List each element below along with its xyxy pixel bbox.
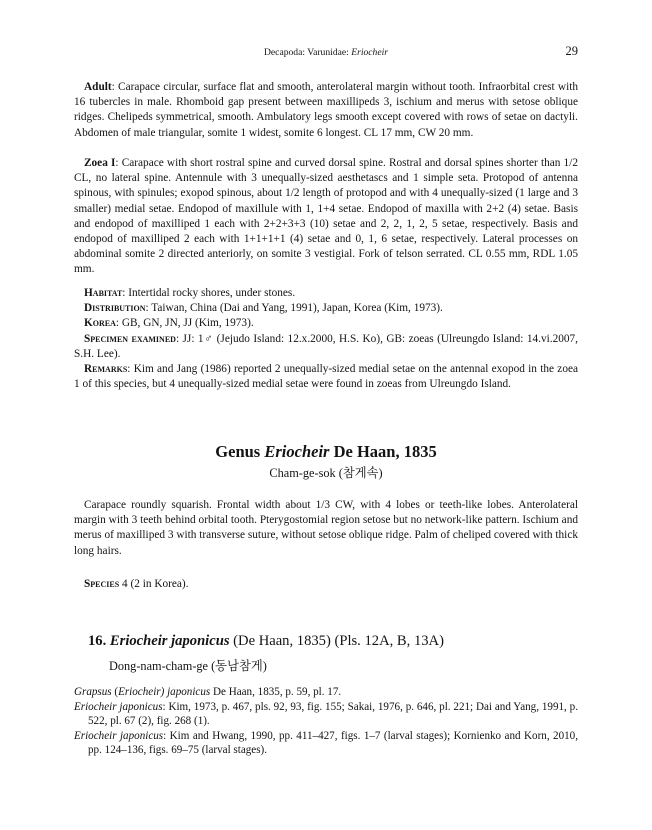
adult-description [74, 80, 578, 141]
species-notes [74, 286, 578, 392]
running-head-genus: Eriocheir [351, 47, 388, 58]
species-name: Eriocheir japonicus [109, 633, 230, 649]
species-number: 16. [88, 633, 107, 649]
synonym-paren: ( [111, 686, 119, 698]
species-count-label: Species [84, 578, 120, 590]
specimen-text: : JJ: 1♂ (Jejudo Island: 12.x.2000, H.S. Ko), GB: zoeas (Ulreungdo Island: 14.vi.2007, S.H. Lee). [74, 332, 578, 360]
page-number: 29 [565, 44, 578, 58]
korea-text: : GB, GN, JN, JJ (Kim, 1973). [115, 317, 254, 330]
synonym-citation: : Kim, 1973, p. 467, pls. 92, 93, fig. 155; Sakai, 1976, p. 646, pl. 221; Dai and Yang, 1991, p. 522, pl. 67 (2), fig. 268 (1). [88, 700, 578, 728]
habitat-text: : Intertidal rocky shores, under stones. [122, 287, 296, 299]
adult-label: Adult [84, 81, 112, 93]
species-korean-name: Dong-nam-cham-ge (동남참게) [109, 659, 267, 673]
zoea-label: Zoea I [84, 157, 116, 169]
genus-prefix: Genus [215, 442, 265, 461]
distribution-label: Distribution [84, 302, 146, 315]
synonym-epithet: ) japonicus [160, 686, 211, 698]
adult-text: : Carapace circular, surface flat and smooth, anterolateral margin without tooth. Infraorbital crest with 16 tubercles in male. Rhomboid gap present between maxillipeds 3, ischium and merus with setose oblique ridges. Chelipeds symmetrical, smooth. Ambulatory legs smooth except covered with rows of setae on dactyli. Abdomen of male triangular, somite 1 widest, somite 6 longest. CL 17 mm, CW 20 mm. [74, 81, 578, 139]
synonymy-entry [74, 729, 578, 758]
remarks-label: Remarks [84, 363, 128, 376]
running-head [74, 47, 578, 58]
zoea-description [74, 156, 578, 278]
specimen-label: Specimen examined [84, 332, 176, 345]
running-head-text: Decapoda: Varunidae: [264, 47, 349, 58]
synonym-citation: De Haan, 1835, p. 59, pl. 17. [210, 686, 342, 698]
synonym-name: Eriocheir japonicus [74, 700, 163, 713]
distribution-text: : Taiwan, China (Dai and Yang, 1991), Japan, Korea (Kim, 1973). [145, 302, 443, 315]
habitat-label: Habitat [84, 287, 123, 299]
genus-description [74, 498, 578, 559]
genus-name: Eriocheir [264, 442, 330, 461]
species-author: (De Haan, 1835) (Pls. 12A, B, 13A) [229, 633, 444, 649]
zoea-text: : Carapace with short rostral spine and curved dorsal spine. Rostral and dorsal spines shorter than 1/2 CL, no lateral spine. Antennule with 3 unequally-sized aesthetascs and 1 simple seta. Protopod of antenna spinous, with spinules; exopod spinous, about 1/2 length of protopod and with 4 unequally-sized (1 large and 3 smaller) medial setae. Endopod of maxillule with 1, 1+4 setae. Endopod of maxilla with 2+2 (4) setae. Basis and endopod of maxilliped 1 each with 2+2+3+3 (10) setae and 2, 2, 1, 2, 5 setae, respectively. Basis and endopod of maxilliped 2 each with 1+1+1+1 (4) setae and 0, 1, 6 setae, respectively. Lateral processes on abdominal somite 2 directed anteriorly, on somite 3 vestigial. Fork of telson serrated. CL 0.55 mm, RDL 1.05 mm. [74, 157, 578, 276]
synonymy-entry [74, 700, 578, 729]
genus-heading [74, 442, 578, 462]
korea-label: Korea [84, 317, 116, 330]
species-heading [88, 633, 578, 650]
genus-author: De Haan, 1835 [329, 442, 437, 461]
synonym-citation: : Kim and Hwang, 1990, pp. 411–427, figs. 1–7 (larval stages); Kornienko and Korn, 2010, pp. 124–136, figs. 69–75 (larval stages). [88, 729, 579, 757]
genus-species-count [74, 577, 578, 592]
synonymy-list [74, 685, 578, 758]
synonym-name: Eriocheir japonicus [74, 729, 164, 742]
remarks-text: : Kim and Jang (1986) reported 2 unequally-sized medial setae on the antennal exopod in the zoea 1 of this species, but 4 unequally-sized medial setae were found in zoeas from Ulreungdo Island. [74, 363, 578, 391]
synonymy-entry [74, 685, 578, 700]
species-count-text: 4 (2 in Korea). [119, 578, 189, 590]
page-header [74, 44, 578, 60]
synonym-name: Grapsus [74, 686, 112, 698]
genus-description-text: Carapace roundly squarish. Frontal width about 1/3 CW, with 4 lobes or teeth-like lobes. Anterolateral margin with 3 teeth behind orbital tooth. Pterygostomial region setose but no network-like pattern. Ischium and merus of maxilliped 3 with transverse suture, without setose oblique ridge. Palm of cheliped covered with thick long hairs. [74, 499, 578, 557]
genus-korean-name: Cham-ge-sok (참게속) [269, 466, 383, 480]
synonym-subgenus: Eriocheir [118, 686, 161, 698]
